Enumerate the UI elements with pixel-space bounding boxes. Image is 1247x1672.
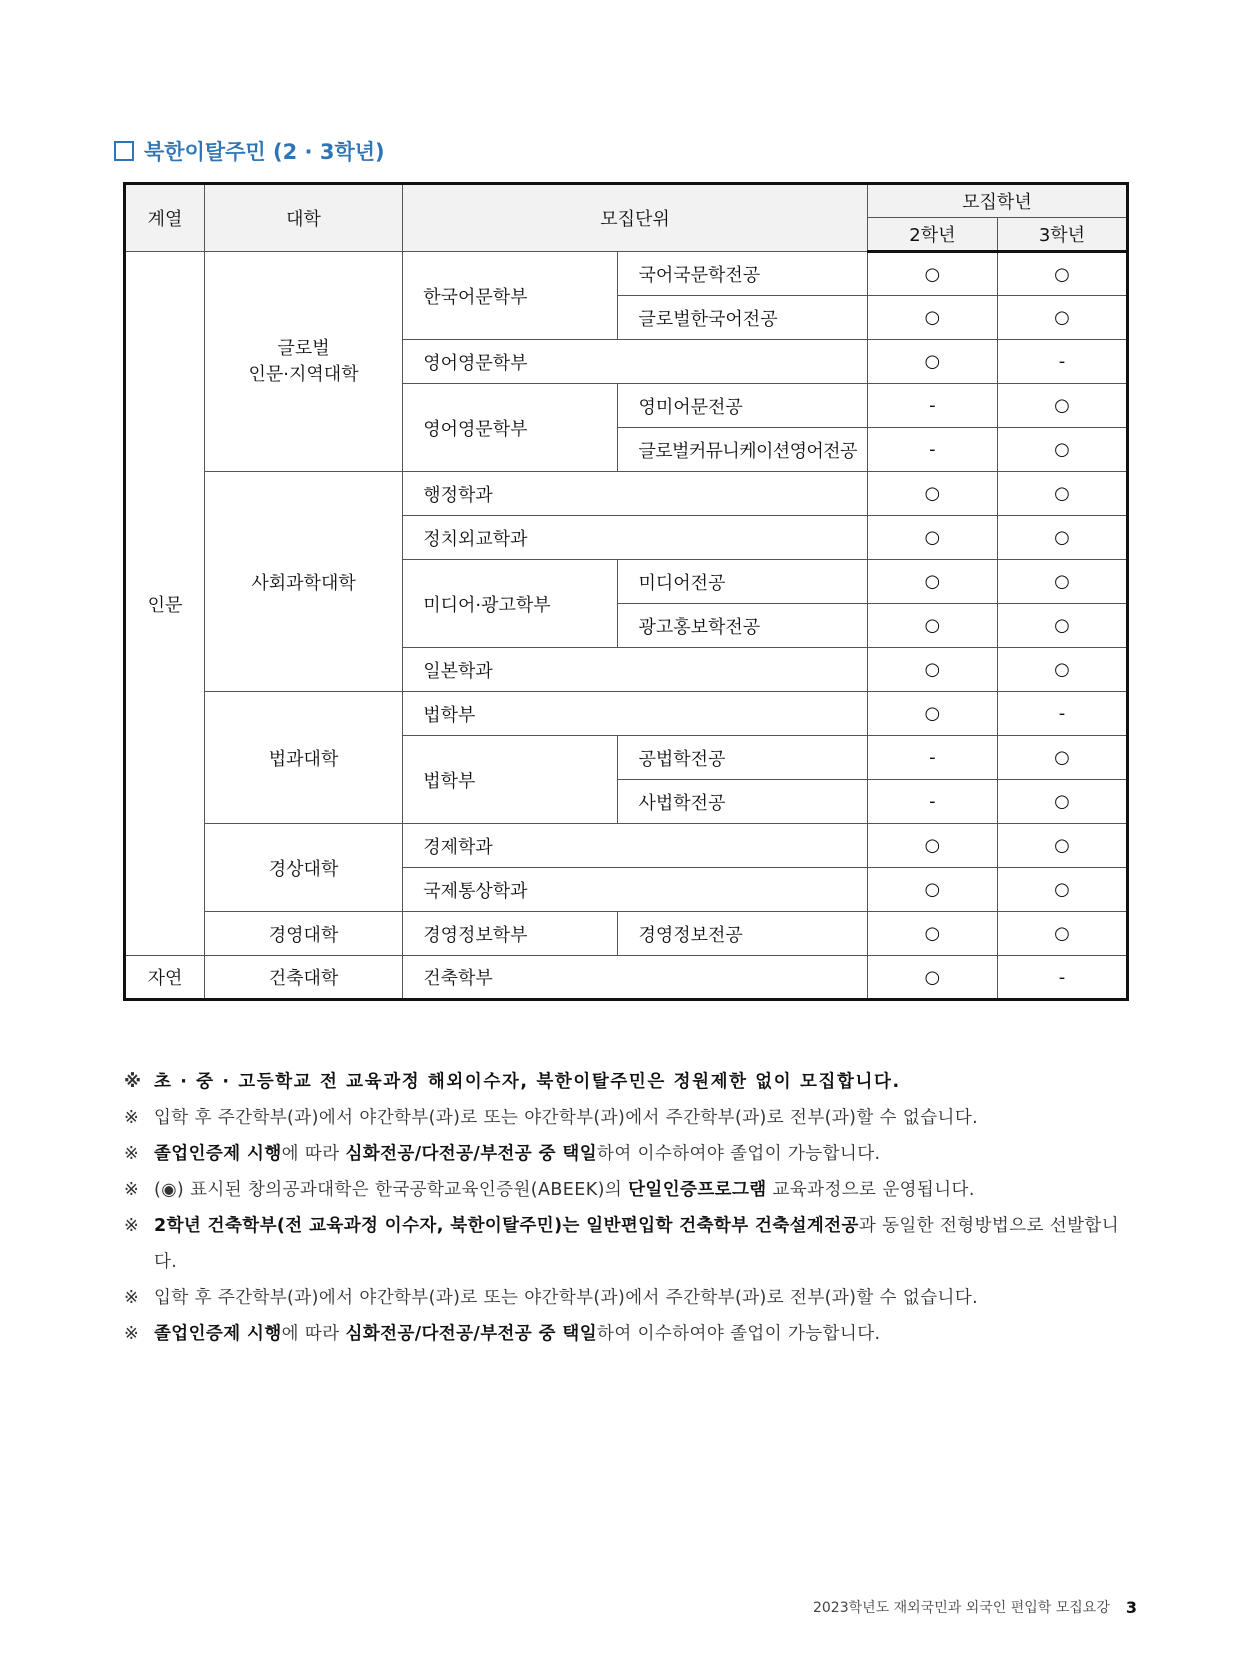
notes-section — [124, 1064, 1134, 1352]
dept-cell: 영어영문학부 — [403, 384, 618, 472]
major-cell: 글로벌한국어전공 — [618, 296, 867, 340]
year3-mark: ○ — [997, 780, 1127, 824]
dept-cell: 경제학과 — [403, 824, 868, 868]
note-4: ※ (◉) 표시된 창의공과대학은 한국공학교육인증원(ABEEK)의 단일인증프로그램 교육과정으로 운영됩니다. — [124, 1172, 1134, 1208]
table-row — [125, 912, 1128, 956]
college-cell: 건축대학 — [204, 956, 402, 1000]
note-7: ※ 졸업인증제 시행에 따라 심화전공/다전공/부전공 중 택일하여 이수하여야 졸업이 가능합니다. — [124, 1316, 1134, 1352]
note-2: ※ 입학 후 주간학부(과)에서 야간학부(과)로 또는 야간학부(과)에서 주간학부(과)로 전부(과)할 수 없습니다. — [124, 1100, 1134, 1136]
major-cell: 글로벌커뮤니케이션영어전공 — [618, 428, 867, 472]
dept-cell: 정치외교학과 — [403, 516, 868, 560]
page-number: 3 — [1125, 1597, 1137, 1617]
footer-text: 2023학년도 재외국민과 외국인 편입학 모집요강 — [812, 1600, 1110, 1616]
year2-mark: ○ — [867, 648, 997, 692]
year3-mark: ○ — [997, 736, 1127, 780]
header-year2: 2학년 — [867, 218, 997, 252]
year2-mark: ○ — [867, 868, 997, 912]
year3-mark: ○ — [997, 296, 1127, 340]
table-row — [125, 824, 1128, 868]
year3-mark: ○ — [997, 560, 1127, 604]
reference-mark-icon: ※ — [124, 1324, 139, 1344]
year3-mark: ○ — [997, 912, 1127, 956]
college-cell: 글로벌 인문·지역대학 — [204, 252, 402, 472]
year3-mark: - — [997, 340, 1127, 384]
note-1: ※ 초 · 중 · 고등학교 전 교육과정 해외이수자, 북한이탈주민은 정원제한 없이 모집합니다. — [124, 1064, 1134, 1100]
dept-cell: 미디어·광고학부 — [403, 560, 618, 648]
major-cell: 경영정보전공 — [618, 912, 867, 956]
dept-cell: 영어영문학부 — [403, 340, 868, 384]
year2-mark: ○ — [867, 824, 997, 868]
table-row — [125, 692, 1128, 736]
reference-mark-icon: ※ — [124, 1180, 139, 1200]
year3-mark: ○ — [997, 428, 1127, 472]
year2-mark: ○ — [867, 296, 997, 340]
gyeyeol-cell: 인문 — [125, 252, 205, 956]
major-cell: 광고홍보학전공 — [618, 604, 867, 648]
year2-mark: ○ — [867, 604, 997, 648]
year3-mark: - — [997, 692, 1127, 736]
college-cell: 경영대학 — [204, 912, 402, 956]
reference-mark-icon: ※ — [124, 1072, 142, 1092]
year2-mark: ○ — [867, 516, 997, 560]
reference-mark-icon: ※ — [124, 1144, 139, 1164]
header-gyeyeol: 계열 — [125, 184, 205, 252]
year3-mark: - — [997, 956, 1127, 1000]
page-footer — [813, 1597, 1137, 1617]
dept-cell: 법학부 — [403, 692, 868, 736]
dept-cell: 경영정보학부 — [403, 912, 618, 956]
dept-cell: 행정학과 — [403, 472, 868, 516]
year2-mark: - — [867, 384, 997, 428]
major-cell: 미디어전공 — [618, 560, 867, 604]
college-cell: 사회과학대학 — [204, 472, 402, 692]
year3-mark: ○ — [997, 648, 1127, 692]
year2-mark: - — [867, 428, 997, 472]
header-year: 모집학년 — [867, 184, 1127, 218]
table-row — [125, 956, 1128, 1000]
year3-mark: ○ — [997, 472, 1127, 516]
year2-mark: ○ — [867, 252, 997, 296]
major-cell: 국어국문학전공 — [618, 252, 867, 296]
note-6: ※ 입학 후 주간학부(과)에서 야간학부(과)로 또는 야간학부(과)에서 주간학부(과)로 전부(과)할 수 없습니다. — [124, 1280, 1134, 1316]
dept-cell: 일본학과 — [403, 648, 868, 692]
reference-mark-icon: ※ — [124, 1108, 139, 1128]
dept-cell: 국제통상학과 — [403, 868, 868, 912]
year3-mark: ○ — [997, 604, 1127, 648]
section-title-text: 북한이탈주민 (2 · 3학년) — [144, 140, 385, 164]
table-row — [125, 252, 1128, 296]
year2-mark: ○ — [867, 692, 997, 736]
college-cell: 법과대학 — [204, 692, 402, 824]
dept-cell: 법학부 — [403, 736, 618, 824]
gyeyeol-cell: 자연 — [125, 956, 205, 1000]
year2-mark: - — [867, 780, 997, 824]
reference-mark-icon: ※ — [124, 1288, 139, 1308]
year2-mark: ○ — [867, 472, 997, 516]
year2-mark: ○ — [867, 912, 997, 956]
header-year3: 3학년 — [997, 218, 1127, 252]
checkbox-square-icon — [114, 141, 134, 161]
year3-mark: ○ — [997, 516, 1127, 560]
note-3: ※ 졸업인증제 시행에 따라 심화전공/다전공/부전공 중 택일하여 이수하여야 졸업이 가능합니다. — [124, 1136, 1134, 1172]
year2-mark: ○ — [867, 956, 997, 1000]
header-unit: 모집단위 — [403, 184, 868, 252]
year2-mark: - — [867, 736, 997, 780]
dept-cell: 한국어문학부 — [403, 252, 618, 340]
year2-mark: ○ — [867, 340, 997, 384]
major-cell: 공법학전공 — [618, 736, 867, 780]
reference-mark-icon: ※ — [124, 1216, 139, 1236]
note-5: ※ 2학년 건축학부(전 교육과정 이수자, 북한이탈주민)는 일반편입학 건축학부 건축설계전공과 동일한 전형방법으로 선발합니다. — [124, 1208, 1134, 1280]
recruitment-table — [123, 182, 1129, 1001]
year3-mark: ○ — [997, 824, 1127, 868]
dept-cell: 건축학부 — [403, 956, 868, 1000]
year2-mark: ○ — [867, 560, 997, 604]
section-title — [114, 136, 385, 166]
header-college: 대학 — [204, 184, 402, 252]
major-cell: 사법학전공 — [618, 780, 867, 824]
table-row — [125, 472, 1128, 516]
year3-mark: ○ — [997, 868, 1127, 912]
year3-mark: ○ — [997, 384, 1127, 428]
year3-mark: ○ — [997, 252, 1127, 296]
major-cell: 영미어문전공 — [618, 384, 867, 428]
college-cell: 경상대학 — [204, 824, 402, 912]
